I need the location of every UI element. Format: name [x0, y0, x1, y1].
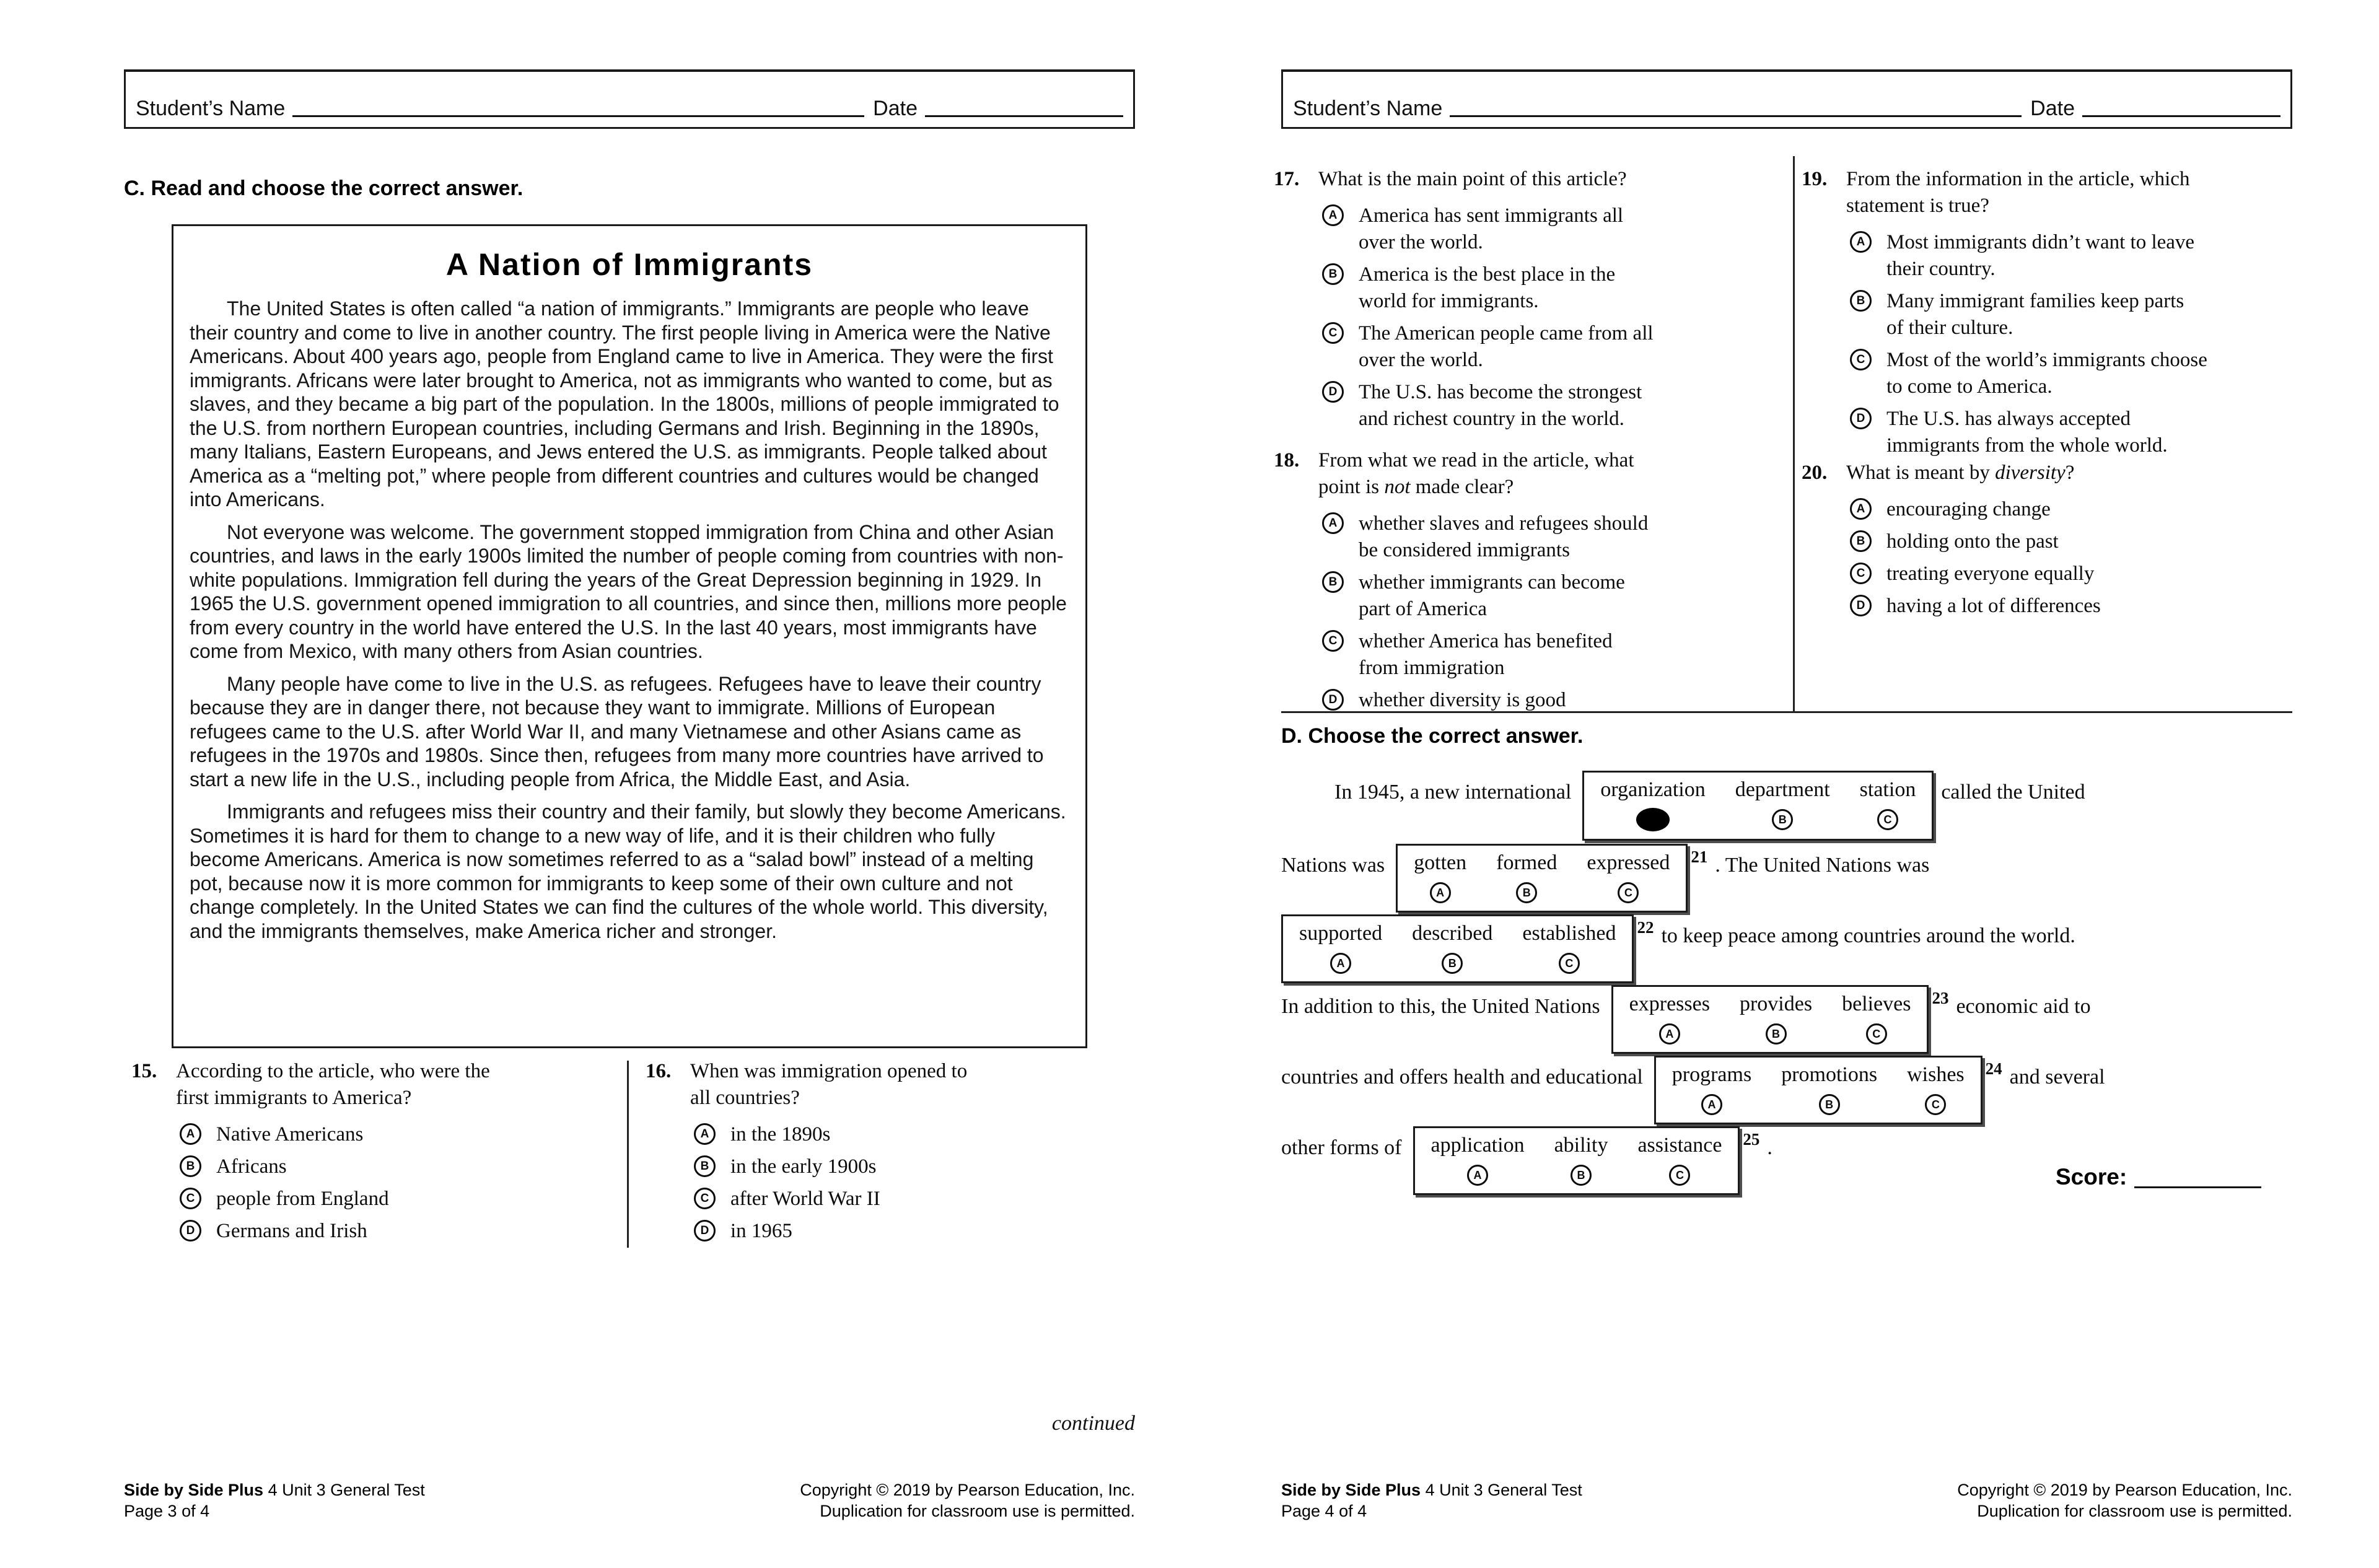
answer-option [1322, 261, 1769, 315]
answer-option [180, 1218, 627, 1245]
option-bubble-A[interactable]: A [1322, 512, 1344, 534]
choice-word: supported [1299, 922, 1383, 945]
section-divider-rule [1281, 711, 2292, 713]
question-head [1802, 166, 2303, 219]
answer-choice-box [1396, 844, 1688, 913]
question-text: What is meant by diversity? [1846, 462, 2075, 484]
cloze-row [1281, 771, 2085, 841]
option-bubble-C[interactable]: C [1322, 630, 1344, 652]
answer-option [1322, 569, 1769, 623]
answer-option [694, 1121, 1141, 1148]
student-name-label: Student’s Name [136, 97, 286, 120]
cloze-row [1281, 1126, 1772, 1195]
student-name-line[interactable] [1450, 115, 2022, 117]
question-20 [1802, 460, 2303, 625]
copyright-line: Copyright © 2019 by Pearson Education, Inc. [800, 1481, 1135, 1499]
option-bubble-B[interactable]: B [1322, 571, 1344, 593]
blank-number: 24 [1985, 1059, 2002, 1078]
cloze-exercise [1281, 771, 2334, 1217]
permission-line: Duplication for classroom use is permitted. [820, 1502, 1135, 1520]
answer-choice-box [1582, 771, 1934, 841]
question-number: 15. [131, 1060, 157, 1082]
option-text: America has sent immigrants all over the world. [1359, 204, 1624, 253]
answer-option [1850, 561, 2303, 587]
choice-bubble-A[interactable]: A [1430, 882, 1451, 903]
answer-option [1322, 510, 1769, 564]
choice-word: gotten [1414, 851, 1467, 874]
footer-book-subtitle: 4 Unit 3 General Test [263, 1481, 425, 1499]
student-name-line[interactable] [292, 115, 864, 117]
choice-bubble-C[interactable]: C [1559, 953, 1580, 974]
choice-column [1587, 849, 1670, 903]
options-list [1850, 496, 2303, 620]
score-line[interactable] [2134, 1186, 2261, 1188]
choice-column [1414, 849, 1466, 903]
choice-column [1740, 991, 1812, 1045]
choice-bubble-A[interactable]: A [1467, 1165, 1488, 1186]
option-text: whether immigrants can become part of America [1359, 571, 1625, 620]
option-bubble-C[interactable]: C [1322, 322, 1344, 344]
options-list [694, 1121, 1141, 1245]
cloze-text: called the United [1941, 781, 2085, 804]
cloze-text: In 1945, a new international [1334, 781, 1572, 804]
choice-column [1907, 1061, 1965, 1115]
option-text: Many immigrant families keep parts of their culture. [1886, 290, 2184, 339]
footer-page-number: Page 3 of 4 [124, 1502, 210, 1520]
question-15 [131, 1058, 627, 1250]
cloze-text: to keep peace among countries around the world. [1661, 924, 2075, 947]
choice-column [1431, 1132, 1525, 1186]
footer-book-title: Side by Side Plus [124, 1481, 264, 1499]
answer-option [180, 1121, 627, 1148]
option-text: in the early 1900s [730, 1155, 877, 1178]
option-text: The U.S. has always accepted immigrants from the whole world. [1886, 408, 2168, 457]
question-number: 18. [1274, 449, 1300, 471]
footer-book-info [1281, 1479, 1582, 1522]
filled-answer-bubble[interactable] [1636, 808, 1670, 831]
cloze-row [1281, 985, 2091, 1054]
option-text: people from England [216, 1188, 389, 1210]
option-bubble-C[interactable]: C [180, 1188, 201, 1209]
answer-option [694, 1154, 1141, 1180]
answer-choice-box [1611, 985, 1929, 1054]
choice-bubble-B[interactable]: B [1766, 1023, 1787, 1045]
choice-bubble-B[interactable]: B [1571, 1165, 1592, 1186]
article-title: A Nation of Immigrants [445, 247, 813, 282]
article-box [172, 224, 1087, 1048]
article-paragraph: The United States is often called “a nation of immigrants.” Immigrants are people who leave their country and come to live in another country. The first people living in America were the Native Americans. About 400 years ago, people from England came to live in America. They were the first immigrants. Africans were later brought to America, not as immigrants who wanted to come, but as slaves, and they became a big part of the population. In the 1800s, millions of people immigrated to the U.S. from northern European countries, including Germans and Irish. Beginning in the 1890s, many Italians, Eastern Europeans, and Jews entered the U.S. as immigrants. People talked about America as a “melting pot,” where people from different countries and cultures would be changed into Americans. [190, 297, 1059, 510]
choice-column [1554, 1132, 1608, 1186]
option-bubble-B[interactable]: B [1850, 530, 1872, 552]
choice-column [1299, 920, 1382, 974]
option-text: holding onto the past [1886, 530, 2059, 553]
choice-bubble-C[interactable]: C [1866, 1023, 1887, 1045]
options-list [1322, 510, 1769, 714]
footer-copyright [1797, 1479, 2292, 1522]
question-head [646, 1058, 1141, 1111]
option-bubble-A[interactable]: A [694, 1123, 716, 1145]
choice-bubble-B[interactable]: B [1516, 882, 1537, 903]
choice-word: wishes [1907, 1063, 1965, 1086]
cloze-text: In addition to this, the United Nations [1281, 995, 1600, 1018]
answer-option [1322, 203, 1769, 256]
blank-number: 22 [1637, 918, 1654, 937]
choice-bubble-C[interactable]: C [1925, 1094, 1946, 1115]
choice-word: established [1522, 922, 1616, 945]
option-bubble-D[interactable]: D [1322, 381, 1344, 403]
cloze-row [1281, 1056, 2105, 1124]
answer-option [1850, 406, 2303, 459]
answer-option [694, 1218, 1141, 1245]
choice-bubble-C[interactable]: C [1877, 809, 1898, 830]
option-text: whether America has benefited from immigration [1359, 630, 1613, 679]
cloze-row [1281, 914, 2075, 983]
answer-option [1850, 288, 2303, 341]
question-16 [646, 1058, 1141, 1250]
blank-number: 21 [1691, 848, 1708, 866]
question-text: When was immigration opened to all countries? [690, 1060, 968, 1109]
choice-word: programs [1671, 1063, 1752, 1086]
blank-number: 25 [1743, 1130, 1760, 1149]
blank-number: 23 [1932, 989, 1949, 1007]
option-bubble-D[interactable]: D [1850, 595, 1872, 616]
cloze-text: . [1767, 1136, 1772, 1159]
cloze-row [1281, 844, 1929, 913]
option-bubble-D[interactable]: D [180, 1220, 201, 1242]
choice-column [1672, 1061, 1751, 1115]
option-text: Native Americans [216, 1123, 364, 1145]
answer-option [180, 1186, 627, 1212]
choice-word: expresses [1629, 992, 1710, 1015]
question-number: 16. [646, 1060, 672, 1082]
article-paragraph: Not everyone was welcome. The government stopped immigration from China and other Asian countries, and laws in the early 1900s limited the number of people coming from countries with non-white populations. Immigration fell during the years of the Great Depression beginning in 1929. In 1965 the U.S. government opened immigration to all countries, and since then, millions more people from every country in the world have entered the U.S. In the last 40 years, most immigrants have come from Mexico, with many others from Asian countries. [190, 520, 1067, 662]
choice-word: believes [1842, 992, 1911, 1015]
choice-column [1600, 776, 1705, 831]
option-bubble-B[interactable]: B [1322, 263, 1344, 285]
option-bubble-D[interactable]: D [1850, 408, 1872, 429]
choice-word: application [1430, 1134, 1525, 1157]
option-text: in the 1890s [730, 1123, 831, 1145]
option-text: treating everyone equally [1886, 563, 2095, 585]
option-bubble-C[interactable]: C [694, 1188, 716, 1209]
score-label: Score: [2056, 1164, 2127, 1189]
article-paragraph: Many people have come to live in the U.S. as refugees. Refugees have to leave their country because they are in danger there, not because they want to immigrate. Millions of European refugees came to the U.S. after World War II, and many Vietnamese and other Asians came as refugees in the 1970s and 1980s. Since then, refugees from many more countries have arrived to start a new life in the U.S., including people from Africa, the Middle East, and Asia. [190, 672, 1044, 791]
option-bubble-C[interactable]: C [1850, 563, 1872, 584]
answer-option [1322, 320, 1769, 374]
date-label: Date [2030, 97, 2075, 120]
option-bubble-A[interactable]: A [1850, 498, 1872, 520]
cloze-text: and several [2009, 1066, 2105, 1088]
answer-option [1850, 593, 2303, 620]
option-text: encouraging change [1886, 498, 2051, 520]
option-bubble-D[interactable]: D [1322, 689, 1344, 711]
choice-column [1735, 776, 1830, 831]
date-line[interactable] [2082, 115, 2280, 117]
answer-choice-box [1654, 1056, 1982, 1124]
choice-word: formed [1496, 851, 1558, 874]
cloze-text: economic aid to [1956, 995, 2091, 1018]
answer-option [694, 1186, 1141, 1212]
footer-book-info [124, 1479, 425, 1522]
question-head [1274, 447, 1769, 501]
answer-option [180, 1154, 627, 1180]
question-number: 17. [1274, 168, 1300, 190]
answer-choice-box [1413, 1126, 1740, 1195]
article-paragraph: Immigrants and refugees miss their country and their family, but slowly they become Americans. Sometimes it is hard for them to change to a new way of life, and it is their children who fully become Americans. America is now sometimes referred to as a “salad bowl” instead of a melting pot, because now it is more common for immigrants to keep some of their own culture and not change completely. In the United States we can find the cultures of the whole world. This diversity, and the immigrants themselves, make America richer and stronger. [190, 800, 1066, 942]
question-text: According to the article, who were the first immigrants to America? [176, 1060, 490, 1109]
option-text: whether slaves and refugees should be considered immigrants [1359, 512, 1649, 561]
column-divider [1793, 156, 1795, 711]
choice-word: promotions [1781, 1063, 1878, 1086]
question-19 [1802, 166, 2303, 465]
footer-book-title: Side by Side Plus [1281, 1481, 1421, 1499]
student-name-bar [124, 69, 1135, 129]
option-text: America is the best place in the world for immigrants. [1359, 263, 1616, 312]
cloze-text: countries and offers health and educational [1281, 1066, 1643, 1088]
choice-word: ability [1554, 1134, 1608, 1157]
choice-column [1496, 849, 1557, 903]
answer-option [1850, 229, 2303, 283]
option-text: whether diversity is good [1359, 689, 1566, 711]
option-bubble-B[interactable]: B [1850, 290, 1872, 312]
date-label: Date [873, 97, 918, 120]
date-line[interactable] [925, 115, 1123, 117]
choice-bubble-A[interactable]: A [1330, 953, 1351, 974]
choice-word: described [1412, 922, 1493, 945]
choice-bubble-C[interactable]: C [1618, 882, 1639, 903]
choice-word: organization [1600, 778, 1706, 801]
question-18 [1274, 447, 1769, 719]
answer-option [1322, 687, 1769, 714]
option-text: Germans and Irish [216, 1220, 367, 1242]
options-list [180, 1121, 627, 1245]
choice-word: provides [1739, 992, 1813, 1015]
choice-column [1842, 991, 1911, 1045]
option-bubble-B[interactable]: B [180, 1155, 201, 1177]
student-name-label: Student’s Name [1293, 97, 1443, 120]
continued-label: continued [1051, 1412, 1135, 1435]
choice-word: department [1735, 778, 1830, 801]
choice-column [1412, 920, 1492, 974]
column-divider [627, 1061, 629, 1248]
question-head [1274, 166, 1769, 193]
question-head [1802, 460, 2303, 486]
option-bubble-A[interactable]: A [1322, 204, 1344, 226]
option-bubble-A[interactable]: A [1850, 231, 1872, 253]
section-d-heading: D. Choose the correct answer. [1281, 724, 1584, 748]
answer-option [1850, 347, 2303, 400]
choice-bubble-B[interactable]: B [1819, 1094, 1840, 1115]
choice-bubble-B[interactable]: B [1442, 953, 1463, 974]
permission-line: Duplication for classroom use is permitted. [1977, 1502, 2292, 1520]
cloze-text: other forms of [1281, 1136, 1402, 1159]
question-number: 20. [1802, 462, 1828, 484]
option-text: The U.S. has become the strongest and richest country in the world. [1359, 381, 1642, 430]
option-text: Most immigrants didn’t want to leave their country. [1886, 231, 2195, 280]
option-bubble-A[interactable]: A [180, 1123, 201, 1145]
question-17 [1274, 166, 1769, 438]
answer-option [1850, 496, 2303, 523]
options-list [1850, 229, 2303, 459]
copyright-line: Copyright © 2019 by Pearson Education, Inc. [1957, 1481, 2292, 1499]
answer-option [1850, 528, 2303, 555]
answer-choice-box [1281, 914, 1634, 983]
question-text: From the information in the article, which statement is true? [1846, 168, 2190, 217]
question-text: What is the main point of this article? [1318, 168, 1627, 190]
section-c-heading: C. Read and choose the correct answer. [124, 177, 524, 200]
footer-page-number: Page 4 of 4 [1281, 1502, 1367, 1520]
question-head [131, 1058, 627, 1111]
option-text: Africans [216, 1155, 287, 1178]
choice-bubble-A[interactable]: A [1701, 1094, 1722, 1115]
choice-column [1522, 920, 1616, 974]
choice-column [1637, 1132, 1722, 1186]
choice-column [1629, 991, 1710, 1045]
option-text: in 1965 [730, 1220, 792, 1242]
option-text: after World War II [730, 1188, 880, 1210]
option-bubble-B[interactable]: B [694, 1155, 716, 1177]
footer-copyright [639, 1479, 1135, 1522]
choice-word: assistance [1637, 1134, 1722, 1157]
option-bubble-C[interactable]: C [1850, 349, 1872, 370]
option-text: having a lot of differences [1886, 595, 2101, 617]
option-text: The American people came from all over the world. [1359, 322, 1654, 371]
choice-column [1860, 776, 1916, 831]
answer-option [1322, 628, 1769, 681]
question-number: 19. [1802, 168, 1828, 190]
choice-word: expressed [1587, 851, 1670, 874]
score-area [2056, 1163, 2261, 1191]
footer-book-subtitle: 4 Unit 3 General Test [1421, 1481, 1582, 1499]
choice-bubble-B[interactable]: B [1772, 809, 1793, 830]
choice-bubble-C[interactable]: C [1669, 1165, 1690, 1186]
question-text: From what we read in the article, what point is not made clear? [1318, 449, 1634, 498]
cloze-text: Nations was [1281, 854, 1385, 877]
choice-word: station [1859, 778, 1916, 801]
choice-column [1781, 1061, 1877, 1115]
cloze-text: . The United Nations was [1715, 854, 1930, 877]
options-list [1322, 203, 1769, 432]
answer-option [1322, 379, 1769, 432]
option-bubble-D[interactable]: D [694, 1220, 716, 1242]
choice-bubble-A[interactable]: A [1659, 1023, 1680, 1045]
student-name-bar [1281, 69, 2292, 129]
option-text: Most of the world’s immigrants choose to come to America. [1886, 349, 2207, 398]
